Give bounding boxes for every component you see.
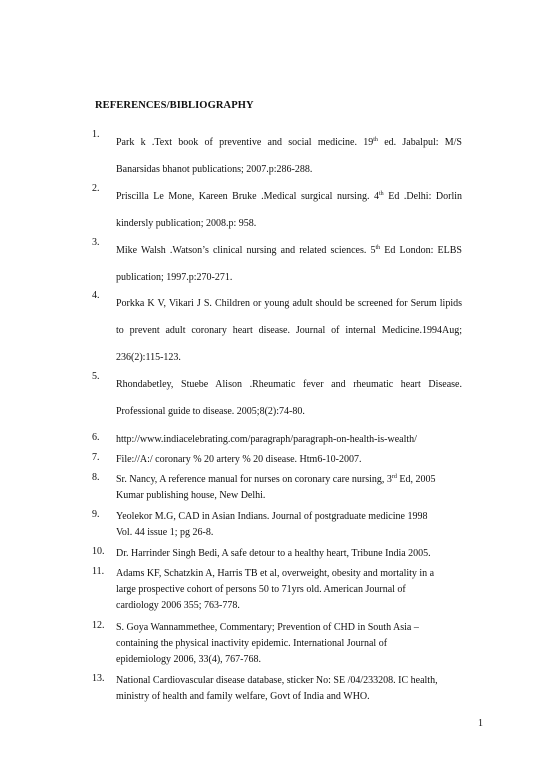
reference-number: 8. bbox=[92, 472, 100, 483]
reference-line: large prospective cohort of persons 50 to 71yrs old. American Journal of bbox=[116, 584, 406, 595]
reference-line: Banarsidas bhanot publications; 2007.p:286-288. bbox=[116, 164, 313, 175]
reference-line: Dr. Harrinder Singh Bedi, A safe detour to a healthy heart, Tribune India 2005. bbox=[116, 548, 431, 559]
reference-line: epidemiology 2006, 33(4), 767-768. bbox=[116, 654, 261, 665]
reference-line: ministry of health and family welfare, Govt of India and WHO. bbox=[116, 691, 370, 702]
reference-number: 4. bbox=[92, 290, 100, 301]
reference-item bbox=[92, 290, 462, 371]
reference-line: S. Goya Wannammethee, Commentary; Prevention of CHD in South Asia – bbox=[116, 622, 419, 633]
reference-line: Adams KF, Schatzkin A, Harris TB et al, overweight, obesity and mortality in a bbox=[116, 568, 435, 579]
reference-number: 1. bbox=[92, 129, 100, 140]
reference-line: File://A:/ coronary % 20 artery % 20 disease. Htm6-10-2007. bbox=[116, 454, 362, 465]
reference-number: 6. bbox=[92, 432, 100, 443]
reference-item bbox=[92, 452, 462, 468]
reference-item bbox=[92, 371, 462, 425]
reference-number: 7. bbox=[92, 452, 100, 463]
reference-number: 13. bbox=[92, 673, 105, 684]
reference-line: http://www.indiacelebrating.com/paragraph/paragraph-on-health-is-wealth/ bbox=[116, 434, 417, 445]
reference-line: containing the physical inactivity epidemic. International Journal of bbox=[116, 638, 388, 649]
reference-item bbox=[92, 546, 462, 562]
reference-line: Mike Walsh .Watson’s clinical nursing and related sciences. 5th Ed London: ELBS bbox=[116, 245, 462, 256]
reference-number: 10. bbox=[92, 546, 105, 557]
page-number: 1 bbox=[478, 718, 483, 729]
reference-number: 11. bbox=[92, 566, 105, 577]
reference-line: cardiology 2006 355; 763-778. bbox=[116, 600, 240, 611]
reference-line: National Cardiovascular disease database, sticker No: SE /04/233208. IC health, bbox=[116, 675, 438, 686]
reference-line: Sr. Nancy, A reference manual for nurses on coronary care nursing, 3rd Ed, 2005 bbox=[116, 474, 436, 485]
reference-line: publication; 1997.p:270-271. bbox=[116, 272, 233, 283]
reference-number: 3. bbox=[92, 237, 100, 248]
reference-line: Vol. 44 issue 1; pg 26-8. bbox=[116, 527, 214, 538]
reference-line: Rhondabetley, Stuebe Alison .Rheumatic fever and rheumatic heart Disease. bbox=[116, 379, 462, 390]
reference-item bbox=[92, 673, 462, 705]
reference-item bbox=[92, 129, 462, 183]
reference-item bbox=[92, 472, 462, 504]
reference-line: Professional guide to disease. 2005;8(2):74-80. bbox=[116, 406, 305, 417]
reference-line: Park k .Text book of preventive and social medicine. 19th ed. Jabalpul: M/S bbox=[116, 137, 462, 148]
reference-number: 9. bbox=[92, 509, 100, 520]
reference-line: to prevent adult coronary heart disease. Journal of internal Medicine.1994Aug; bbox=[116, 325, 462, 336]
reference-number: 12. bbox=[92, 620, 105, 631]
reference-number: 2. bbox=[92, 183, 100, 194]
reference-line: kindersly publication; 2008.p: 958. bbox=[116, 218, 257, 229]
references-heading: REFERENCES/BIBLIOGRAPHY bbox=[95, 100, 254, 111]
reference-line: Kumar publishing house, New Delhi. bbox=[116, 490, 266, 501]
reference-number: 5. bbox=[92, 371, 100, 382]
reference-item bbox=[92, 509, 462, 541]
reference-item bbox=[92, 432, 462, 448]
reference-item bbox=[92, 620, 462, 668]
reference-item bbox=[92, 566, 462, 614]
reference-line: Priscilla Le Mone, Kareen Bruke .Medical surgical nursing. 4th Ed .Delhi: Dorlin bbox=[116, 191, 462, 202]
reference-item bbox=[92, 237, 462, 291]
reference-item bbox=[92, 183, 462, 237]
reference-line: Yeolekor M.G, CAD in Asian Indians. Journal of postgraduate medicine 1998 bbox=[116, 511, 428, 522]
reference-line: Porkka K V, Vikari J S. Children or young adult should be screened for Serum lipids bbox=[116, 298, 462, 309]
reference-line: 236(2):115-123. bbox=[116, 352, 181, 363]
